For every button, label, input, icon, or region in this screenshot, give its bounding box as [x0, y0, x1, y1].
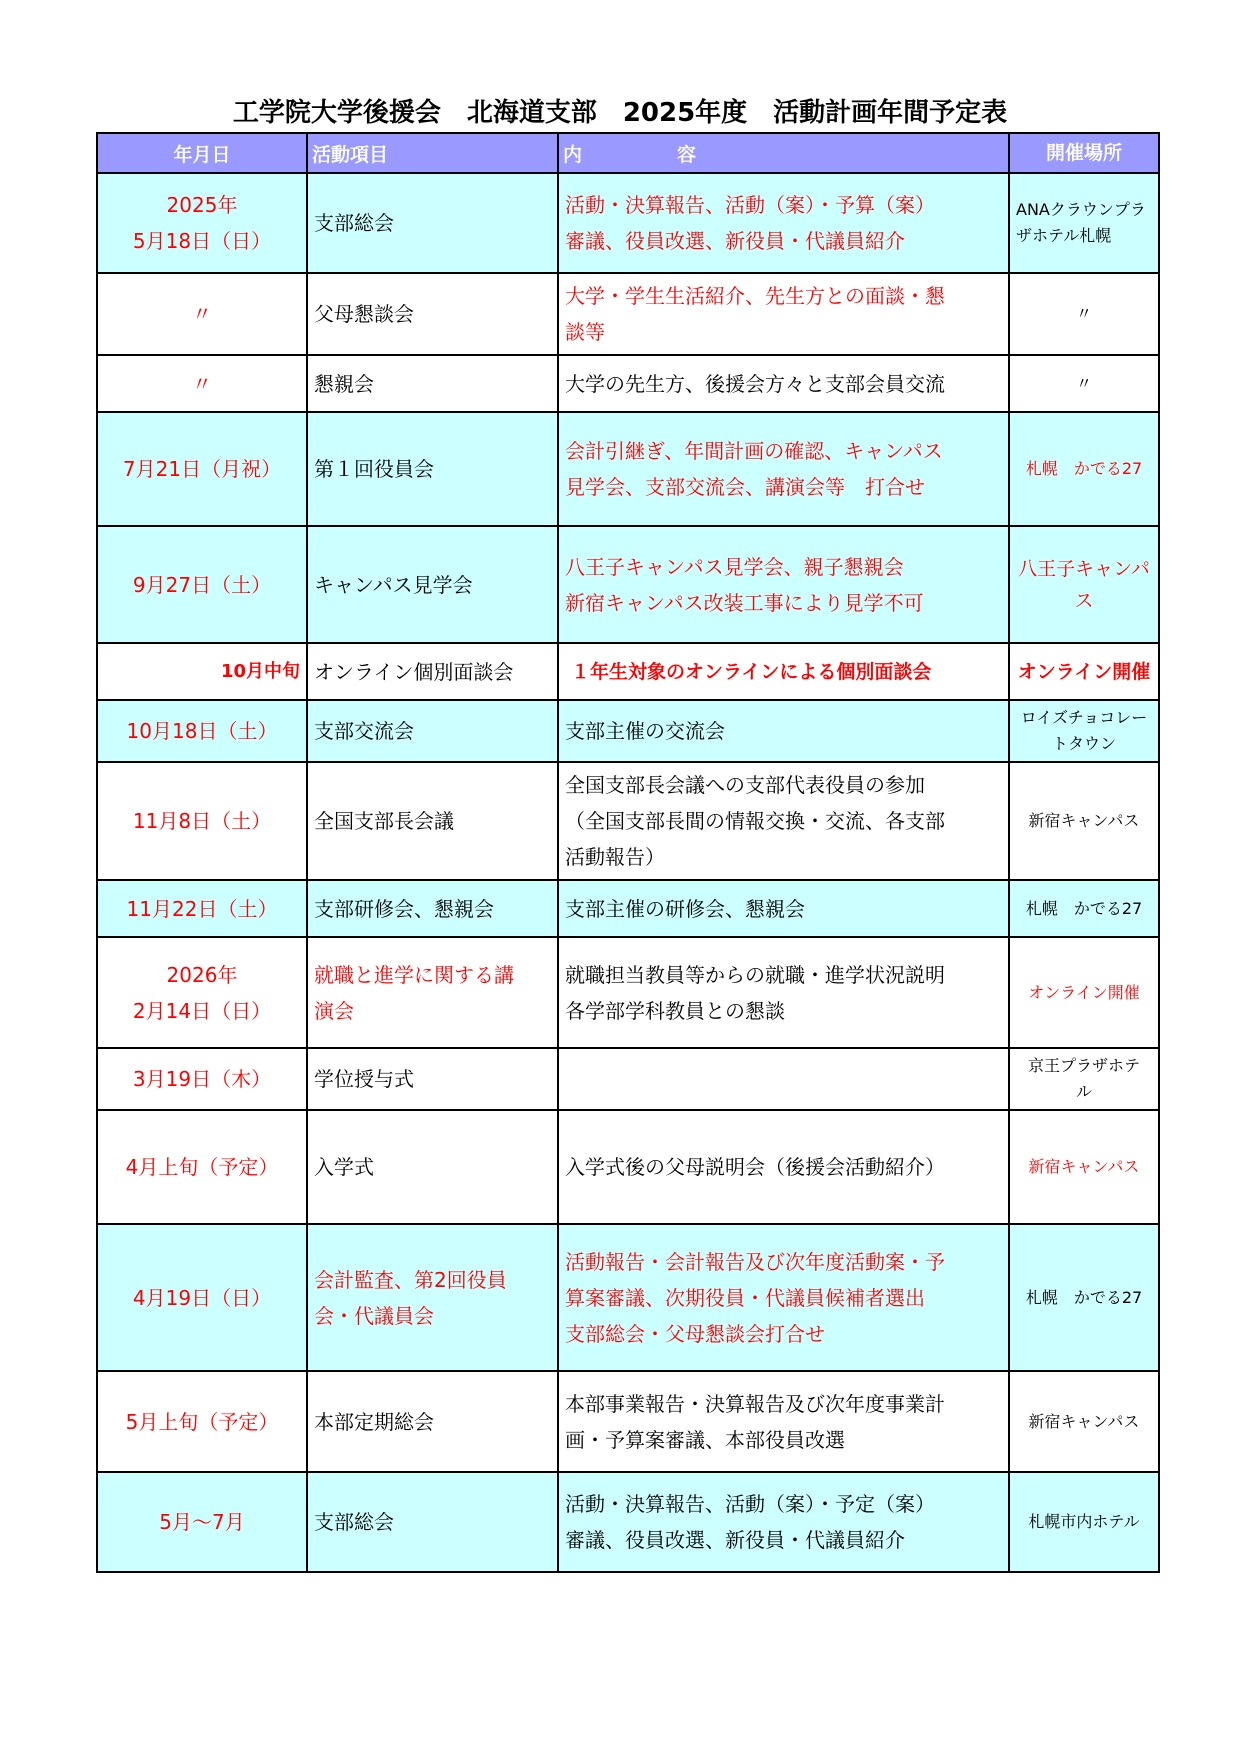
content-cell	[558, 412, 1009, 526]
item-line: 演会	[314, 998, 354, 1023]
table-row	[97, 412, 1159, 526]
header-venue: 開催場所	[1009, 133, 1159, 173]
item-cell	[307, 1224, 558, 1371]
venue-cell: 新宿キャンパス	[1009, 1110, 1159, 1224]
venue-line: ス	[1074, 589, 1094, 612]
venue-line: 八王子キャンパ	[1018, 557, 1150, 580]
date-cell: 11月22日（土）	[97, 880, 307, 937]
date-year: 2025年	[166, 193, 238, 217]
venue-cell: オンライン開催	[1009, 643, 1159, 700]
item-cell: 父母懇談会	[307, 273, 558, 355]
table-row	[97, 1110, 1159, 1224]
item-cell: キャンパス見学会	[307, 526, 558, 643]
table-row	[97, 643, 1159, 700]
content-line: 各学部学科教員との懇談	[565, 998, 785, 1023]
header-date: 年月日	[97, 133, 307, 173]
date-cell: 5月～7月	[97, 1472, 307, 1572]
date-cell: 〃	[97, 355, 307, 412]
item-cell	[307, 937, 558, 1048]
venue-cell: 札幌 かでる27	[1009, 1224, 1159, 1371]
table-header-row	[97, 133, 1159, 173]
content-line: 審議、役員改選、新役員・代議員紹介	[565, 1528, 905, 1552]
item-cell: 支部交流会	[307, 700, 558, 762]
venue-line: ロイズチョコレー	[1020, 708, 1148, 727]
table-row	[97, 273, 1159, 355]
venue-cell: 〃	[1009, 355, 1159, 412]
venue-line: ANAクラウンプラ	[1016, 200, 1146, 219]
venue-line: ザホテル札幌	[1016, 226, 1112, 245]
content-cell	[558, 937, 1009, 1048]
date-cell: 4月19日（日）	[97, 1224, 307, 1371]
date-day: 2月14日（日）	[132, 998, 272, 1023]
venue-cell: 札幌 かでる27	[1009, 412, 1159, 526]
item-cell: 支部総会	[307, 1472, 558, 1572]
table-row	[97, 937, 1159, 1048]
venue-cell: オンライン開催	[1009, 937, 1159, 1048]
content-line: 就職担当教員等からの就職・進学状況説明	[565, 962, 945, 987]
venue-line: トタウン	[1051, 734, 1116, 753]
content-cell	[558, 1224, 1009, 1371]
table-row	[97, 1224, 1159, 1371]
table-row	[97, 173, 1159, 273]
content-line: （全国支部長間の情報交換・交流、各支部	[565, 809, 945, 833]
date-cell: 〃	[97, 273, 307, 355]
page-title: 工学院大学後援会 北海道支部 2025年度 活動計画年間予定表	[232, 98, 1008, 128]
content-cell	[558, 273, 1009, 355]
content-cell	[558, 526, 1009, 643]
content-line: 活動・決算報告、活動（案）・予定（案）	[565, 1492, 935, 1516]
date-cell: 9月27日（土）	[97, 526, 307, 643]
content-cell: 入学式後の父母説明会（後援会活動紹介）	[558, 1110, 1009, 1224]
item-line: 会計監査、第2回役員	[314, 1267, 507, 1292]
content-line: 八王子キャンパス見学会、親子懇親会	[565, 554, 904, 579]
item-cell: 入学式	[307, 1110, 558, 1224]
item-cell: 全国支部長会議	[307, 762, 558, 880]
item-cell: 支部総会	[307, 173, 558, 273]
venue-cell: 札幌 かでる27	[1009, 880, 1159, 937]
content-line: 活動・決算報告、活動（案）・予算（案）	[565, 193, 935, 217]
venue-line: 京王プラザホテ	[1027, 1056, 1140, 1075]
table-row	[97, 355, 1159, 412]
content-cell	[558, 1048, 1009, 1110]
content-line: 活動報告）	[565, 845, 665, 869]
venue-cell	[1009, 526, 1159, 643]
venue-cell: 札幌市内ホテル	[1009, 1472, 1159, 1572]
item-line: 就職と進学に関する講	[314, 962, 514, 987]
content-cell: １年生対象のオンラインによる個別面談会	[558, 643, 1009, 700]
content-line: 審議、役員改選、新役員・代議員紹介	[565, 229, 905, 253]
content-line: 会計引継ぎ、年間計画の確認、キャンパス	[565, 439, 943, 463]
content-cell	[558, 1472, 1009, 1572]
table-row	[97, 762, 1159, 880]
venue-line: ル	[1075, 1082, 1092, 1101]
date-cell: 3月19日（木）	[97, 1048, 307, 1110]
item-cell: 本部定期総会	[307, 1371, 558, 1472]
date-cell: 5月上旬（予定）	[97, 1371, 307, 1472]
venue-cell: 新宿キャンパス	[1009, 762, 1159, 880]
venue-cell: 新宿キャンパス	[1009, 1371, 1159, 1472]
content-line: 談等	[565, 320, 605, 344]
venue-cell: 〃	[1009, 273, 1159, 355]
content-line: 全国支部長会議への支部代表役員の参加	[565, 773, 925, 797]
table-row	[97, 700, 1159, 762]
date-cell: 7月21日（月祝）	[97, 412, 307, 526]
content-cell	[558, 762, 1009, 880]
table-row	[97, 880, 1159, 937]
content-cell: 支部主催の交流会	[558, 700, 1009, 762]
content-cell: 大学の先生方、後援会方々と支部会員交流	[558, 355, 1009, 412]
content-line: 見学会、支部交流会、講演会等 打合せ	[565, 475, 925, 499]
date-cell	[97, 937, 307, 1048]
content-line: 本部事業報告・決算報告及び次年度事業計	[565, 1391, 945, 1416]
item-cell: 学位授与式	[307, 1048, 558, 1110]
item-cell: オンライン個別面談会	[307, 643, 558, 700]
date-day: 5月18日（日）	[132, 229, 272, 253]
table-row	[97, 526, 1159, 643]
date-cell: 4月上旬（予定）	[97, 1110, 307, 1224]
item-cell: 懇親会	[307, 355, 558, 412]
content-line: 画・予算案審議、本部役員改選	[565, 1427, 845, 1452]
item-cell: 支部研修会、懇親会	[307, 880, 558, 937]
table-row	[97, 1048, 1159, 1110]
date-cell: 10月中旬	[97, 643, 307, 700]
item-cell: 第１回役員会	[307, 412, 558, 526]
content-line: 大学・学生生活紹介、先生方との面談・懇	[565, 284, 945, 308]
content-line: 支部総会・父母懇談会打合せ	[565, 1321, 825, 1346]
content-cell	[558, 173, 1009, 273]
content-line: 新宿キャンパス改装工事により見学不可	[565, 590, 924, 615]
date-year: 2026年	[166, 962, 238, 987]
item-line: 会・代議員会	[314, 1303, 434, 1328]
date-cell	[97, 173, 307, 273]
date-cell: 11月8日（土）	[97, 762, 307, 880]
date-cell: 10月18日（土）	[97, 700, 307, 762]
table-row	[97, 1371, 1159, 1472]
content-cell	[558, 1371, 1009, 1472]
content-cell: 支部主催の研修会、懇親会	[558, 880, 1009, 937]
header-content: 内 容	[558, 133, 1009, 173]
header-item: 活動項目	[307, 133, 558, 173]
content-line: 算案審議、次期役員・代議員候補者選出	[565, 1285, 925, 1310]
venue-cell	[1009, 173, 1159, 273]
content-line: 活動報告・会計報告及び次年度活動案・予	[565, 1249, 945, 1274]
table-row	[97, 1472, 1159, 1572]
venue-cell	[1009, 700, 1159, 762]
schedule-table	[96, 132, 1160, 1573]
venue-cell	[1009, 1048, 1159, 1110]
